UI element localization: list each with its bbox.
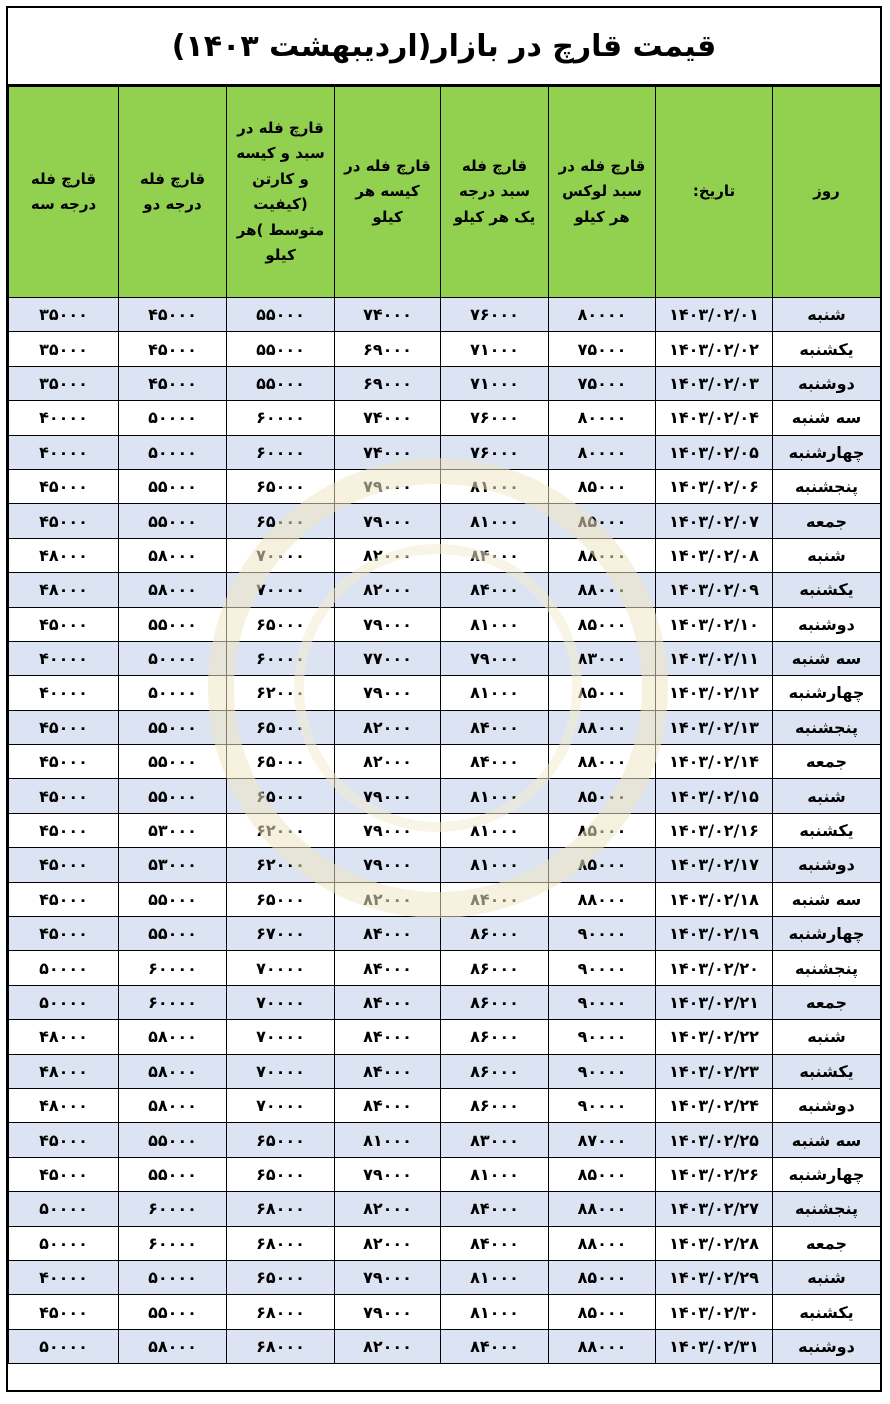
table-row: [9, 951, 881, 985]
header-grade1-basket: قارچ فله سبد درجه یک هر کیلو: [441, 87, 549, 298]
grade3-cell: ۴۸۰۰۰: [9, 538, 119, 572]
grade2-cell: ۵۵۰۰۰: [119, 779, 227, 813]
date-cell: ۱۴۰۳/۰۲/۰۹: [656, 573, 773, 607]
day-cell: یکشنبه: [773, 573, 881, 607]
bag-cell: ۷۴۰۰۰: [335, 298, 441, 332]
price-table-frame: [6, 6, 882, 1392]
medium-quality-cell: ۶۵۰۰۰: [227, 1260, 335, 1294]
bag-cell: ۸۲۰۰۰: [335, 1226, 441, 1260]
grade2-cell: ۵۸۰۰۰: [119, 573, 227, 607]
bag-cell: ۸۲۰۰۰: [335, 745, 441, 779]
grade2-cell: ۵۵۰۰۰: [119, 607, 227, 641]
grade2-cell: ۵۵۰۰۰: [119, 1123, 227, 1157]
lux-basket-cell: ۹۰۰۰۰: [549, 1054, 656, 1088]
table-body: [9, 298, 881, 1364]
grade3-cell: ۴۵۰۰۰: [9, 1157, 119, 1191]
medium-quality-cell: ۶۰۰۰۰: [227, 435, 335, 469]
table-row: [9, 1329, 881, 1363]
date-cell: ۱۴۰۳/۰۲/۰۵: [656, 435, 773, 469]
grade1-basket-cell: ۷۹۰۰۰: [441, 641, 549, 675]
lux-basket-cell: ۷۵۰۰۰: [549, 366, 656, 400]
table-row: [9, 1088, 881, 1122]
medium-quality-cell: ۷۰۰۰۰: [227, 573, 335, 607]
bag-cell: ۷۹۰۰۰: [335, 607, 441, 641]
grade1-basket-cell: ۸۳۰۰۰: [441, 1123, 549, 1157]
grade3-cell: ۴۵۰۰۰: [9, 1295, 119, 1329]
day-cell: سه شنبه: [773, 641, 881, 675]
table-row: [9, 1020, 881, 1054]
grade2-cell: ۶۰۰۰۰: [119, 1226, 227, 1260]
day-cell: دوشنبه: [773, 848, 881, 882]
date-cell: ۱۴۰۳/۰۲/۰۸: [656, 538, 773, 572]
grade1-basket-cell: ۸۱۰۰۰: [441, 779, 549, 813]
header-grade2: قارچ فله درجه دو: [119, 87, 227, 298]
date-cell: ۱۴۰۳/۰۲/۱۰: [656, 607, 773, 641]
grade1-basket-cell: ۸۴۰۰۰: [441, 1192, 549, 1226]
grade1-basket-cell: ۸۱۰۰۰: [441, 1295, 549, 1329]
header-day: روز: [773, 87, 881, 298]
day-cell: سه شنبه: [773, 882, 881, 916]
medium-quality-cell: ۷۰۰۰۰: [227, 985, 335, 1019]
date-cell: ۱۴۰۳/۰۲/۱۳: [656, 710, 773, 744]
grade3-cell: ۵۰۰۰۰: [9, 1192, 119, 1226]
medium-quality-cell: ۶۲۰۰۰: [227, 813, 335, 847]
medium-quality-cell: ۵۵۰۰۰: [227, 298, 335, 332]
bag-cell: ۸۴۰۰۰: [335, 917, 441, 951]
bag-cell: ۷۹۰۰۰: [335, 1260, 441, 1294]
date-cell: ۱۴۰۳/۰۲/۲۸: [656, 1226, 773, 1260]
grade2-cell: ۵۸۰۰۰: [119, 1020, 227, 1054]
table-row: [9, 469, 881, 503]
grade2-cell: ۵۳۰۰۰: [119, 813, 227, 847]
grade3-cell: ۴۵۰۰۰: [9, 1123, 119, 1157]
grade3-cell: ۴۰۰۰۰: [9, 401, 119, 435]
medium-quality-cell: ۶۵۰۰۰: [227, 469, 335, 503]
grade2-cell: ۵۰۰۰۰: [119, 435, 227, 469]
table-row: [9, 538, 881, 572]
table-row: [9, 779, 881, 813]
day-cell: سه شنبه: [773, 401, 881, 435]
grade1-basket-cell: ۸۱۰۰۰: [441, 1157, 549, 1191]
medium-quality-cell: ۶۵۰۰۰: [227, 779, 335, 813]
lux-basket-cell: ۸۸۰۰۰: [549, 573, 656, 607]
bag-cell: ۷۹۰۰۰: [335, 848, 441, 882]
grade1-basket-cell: ۸۴۰۰۰: [441, 1329, 549, 1363]
grade3-cell: ۴۰۰۰۰: [9, 641, 119, 675]
grade2-cell: ۵۰۰۰۰: [119, 676, 227, 710]
bag-cell: ۷۴۰۰۰: [335, 435, 441, 469]
table-row: [9, 1123, 881, 1157]
table-row: [9, 1157, 881, 1191]
grade1-basket-cell: ۸۱۰۰۰: [441, 813, 549, 847]
table-row: [9, 1260, 881, 1294]
table-row: [9, 298, 881, 332]
date-cell: ۱۴۰۳/۰۲/۰۱: [656, 298, 773, 332]
lux-basket-cell: ۸۵۰۰۰: [549, 848, 656, 882]
day-cell: شنبه: [773, 1260, 881, 1294]
day-cell: جمعه: [773, 745, 881, 779]
day-cell: شنبه: [773, 298, 881, 332]
date-cell: ۱۴۰۳/۰۲/۱۷: [656, 848, 773, 882]
lux-basket-cell: ۸۸۰۰۰: [549, 1329, 656, 1363]
grade1-basket-cell: ۸۴۰۰۰: [441, 882, 549, 916]
day-cell: چهارشنبه: [773, 1157, 881, 1191]
medium-quality-cell: ۶۵۰۰۰: [227, 882, 335, 916]
grade1-basket-cell: ۷۶۰۰۰: [441, 435, 549, 469]
grade1-basket-cell: ۸۱۰۰۰: [441, 607, 549, 641]
medium-quality-cell: ۷۰۰۰۰: [227, 951, 335, 985]
grade1-basket-cell: ۸۶۰۰۰: [441, 1054, 549, 1088]
lux-basket-cell: ۸۸۰۰۰: [549, 882, 656, 916]
lux-basket-cell: ۹۰۰۰۰: [549, 985, 656, 1019]
grade2-cell: ۵۵۰۰۰: [119, 469, 227, 503]
day-cell: یکشنبه: [773, 813, 881, 847]
table-row: [9, 1226, 881, 1260]
date-cell: ۱۴۰۳/۰۲/۲۷: [656, 1192, 773, 1226]
header-medium-quality: قارچ فله در سبد و کیسه و کارتن (کیفیت متوسط )هر کیلو: [227, 87, 335, 298]
date-cell: ۱۴۰۳/۰۲/۲۱: [656, 985, 773, 1019]
lux-basket-cell: ۸۸۰۰۰: [549, 538, 656, 572]
lux-basket-cell: ۹۰۰۰۰: [549, 917, 656, 951]
bag-cell: ۶۹۰۰۰: [335, 366, 441, 400]
bag-cell: ۷۹۰۰۰: [335, 504, 441, 538]
bag-cell: ۸۲۰۰۰: [335, 1329, 441, 1363]
grade1-basket-cell: ۸۱۰۰۰: [441, 1260, 549, 1294]
table-row: [9, 676, 881, 710]
medium-quality-cell: ۶۰۰۰۰: [227, 401, 335, 435]
grade1-basket-cell: ۸۶۰۰۰: [441, 1020, 549, 1054]
table-row: [9, 641, 881, 675]
date-cell: ۱۴۰۳/۰۲/۱۹: [656, 917, 773, 951]
grade1-basket-cell: ۸۴۰۰۰: [441, 745, 549, 779]
lux-basket-cell: ۸۵۰۰۰: [549, 813, 656, 847]
medium-quality-cell: ۷۰۰۰۰: [227, 1054, 335, 1088]
grade1-basket-cell: ۸۶۰۰۰: [441, 985, 549, 1019]
date-cell: ۱۴۰۳/۰۲/۰۷: [656, 504, 773, 538]
day-cell: دوشنبه: [773, 607, 881, 641]
table-row: [9, 1192, 881, 1226]
medium-quality-cell: ۶۸۰۰۰: [227, 1226, 335, 1260]
grade3-cell: ۴۵۰۰۰: [9, 469, 119, 503]
day-cell: شنبه: [773, 779, 881, 813]
lux-basket-cell: ۸۵۰۰۰: [549, 676, 656, 710]
lux-basket-cell: ۸۸۰۰۰: [549, 1226, 656, 1260]
header-bag: قارچ فله در کیسه هر کیلو: [335, 87, 441, 298]
bag-cell: ۷۹۰۰۰: [335, 813, 441, 847]
table-row: [9, 917, 881, 951]
grade3-cell: ۵۰۰۰۰: [9, 1329, 119, 1363]
lux-basket-cell: ۸۸۰۰۰: [549, 710, 656, 744]
grade3-cell: ۴۸۰۰۰: [9, 1054, 119, 1088]
lux-basket-cell: ۸۸۰۰۰: [549, 1192, 656, 1226]
grade2-cell: ۵۸۰۰۰: [119, 1054, 227, 1088]
table-row: [9, 332, 881, 366]
header-lux-basket: قارچ فله در سبد لوکس هر کیلو: [549, 87, 656, 298]
bag-cell: ۷۹۰۰۰: [335, 1157, 441, 1191]
grade3-cell: ۴۵۰۰۰: [9, 779, 119, 813]
lux-basket-cell: ۸۵۰۰۰: [549, 469, 656, 503]
table-row: [9, 710, 881, 744]
table-row: [9, 848, 881, 882]
grade1-basket-cell: ۸۶۰۰۰: [441, 1088, 549, 1122]
day-cell: پنجشنبه: [773, 710, 881, 744]
bag-cell: ۸۲۰۰۰: [335, 710, 441, 744]
grade1-basket-cell: ۷۱۰۰۰: [441, 332, 549, 366]
lux-basket-cell: ۸۸۰۰۰: [549, 745, 656, 779]
grade1-basket-cell: ۷۱۰۰۰: [441, 366, 549, 400]
grade3-cell: ۴۰۰۰۰: [9, 1260, 119, 1294]
bag-cell: ۸۴۰۰۰: [335, 1054, 441, 1088]
date-cell: ۱۴۰۳/۰۲/۳۰: [656, 1295, 773, 1329]
grade2-cell: ۶۰۰۰۰: [119, 1192, 227, 1226]
grade1-basket-cell: ۸۴۰۰۰: [441, 1226, 549, 1260]
day-cell: جمعه: [773, 504, 881, 538]
grade2-cell: ۵۵۰۰۰: [119, 1295, 227, 1329]
lux-basket-cell: ۹۰۰۰۰: [549, 1088, 656, 1122]
day-cell: یکشنبه: [773, 332, 881, 366]
medium-quality-cell: ۶۸۰۰۰: [227, 1192, 335, 1226]
date-cell: ۱۴۰۳/۰۲/۱۲: [656, 676, 773, 710]
day-cell: شنبه: [773, 1020, 881, 1054]
grade3-cell: ۵۰۰۰۰: [9, 1226, 119, 1260]
header-row: [9, 87, 881, 298]
lux-basket-cell: ۸۵۰۰۰: [549, 607, 656, 641]
grade2-cell: ۵۵۰۰۰: [119, 745, 227, 779]
grade3-cell: ۴۵۰۰۰: [9, 917, 119, 951]
table-row: [9, 745, 881, 779]
grade2-cell: ۵۸۰۰۰: [119, 538, 227, 572]
bag-cell: ۷۹۰۰۰: [335, 469, 441, 503]
grade3-cell: ۴۵۰۰۰: [9, 504, 119, 538]
day-cell: جمعه: [773, 1226, 881, 1260]
date-cell: ۱۴۰۳/۰۲/۰۲: [656, 332, 773, 366]
grade2-cell: ۵۰۰۰۰: [119, 641, 227, 675]
date-cell: ۱۴۰۳/۰۲/۲۹: [656, 1260, 773, 1294]
day-cell: پنجشنبه: [773, 1192, 881, 1226]
bag-cell: ۸۲۰۰۰: [335, 538, 441, 572]
grade3-cell: ۵۰۰۰۰: [9, 985, 119, 1019]
date-cell: ۱۴۰۳/۰۲/۰۴: [656, 401, 773, 435]
grade2-cell: ۵۰۰۰۰: [119, 401, 227, 435]
page-title: قیمت قارچ در بازار(اردیبهشت ۱۴۰۳): [8, 8, 880, 86]
bag-cell: ۷۷۰۰۰: [335, 641, 441, 675]
medium-quality-cell: ۷۰۰۰۰: [227, 1020, 335, 1054]
medium-quality-cell: ۶۷۰۰۰: [227, 917, 335, 951]
date-cell: ۱۴۰۳/۰۲/۲۵: [656, 1123, 773, 1157]
date-cell: ۱۴۰۳/۰۲/۲۳: [656, 1054, 773, 1088]
day-cell: شنبه: [773, 538, 881, 572]
grade1-basket-cell: ۸۱۰۰۰: [441, 469, 549, 503]
grade1-basket-cell: ۸۱۰۰۰: [441, 848, 549, 882]
grade2-cell: ۵۵۰۰۰: [119, 710, 227, 744]
grade3-cell: ۴۵۰۰۰: [9, 745, 119, 779]
bag-cell: ۸۴۰۰۰: [335, 951, 441, 985]
grade1-basket-cell: ۸۶۰۰۰: [441, 951, 549, 985]
lux-basket-cell: ۸۵۰۰۰: [549, 1295, 656, 1329]
grade3-cell: ۳۵۰۰۰: [9, 298, 119, 332]
grade2-cell: ۵۰۰۰۰: [119, 1260, 227, 1294]
bag-cell: ۸۱۰۰۰: [335, 1123, 441, 1157]
day-cell: چهارشنبه: [773, 676, 881, 710]
table-row: [9, 504, 881, 538]
day-cell: پنجشنبه: [773, 951, 881, 985]
grade1-basket-cell: ۸۴۰۰۰: [441, 538, 549, 572]
lux-basket-cell: ۸۳۰۰۰: [549, 641, 656, 675]
bag-cell: ۷۹۰۰۰: [335, 779, 441, 813]
medium-quality-cell: ۷۰۰۰۰: [227, 1088, 335, 1122]
lux-basket-cell: ۸۰۰۰۰: [549, 401, 656, 435]
grade2-cell: ۵۳۰۰۰: [119, 848, 227, 882]
day-cell: دوشنبه: [773, 366, 881, 400]
medium-quality-cell: ۶۲۰۰۰: [227, 848, 335, 882]
date-cell: ۱۴۰۳/۰۲/۰۳: [656, 366, 773, 400]
grade1-basket-cell: ۸۶۰۰۰: [441, 917, 549, 951]
table-row: [9, 813, 881, 847]
grade3-cell: ۴۰۰۰۰: [9, 676, 119, 710]
table-row: [9, 1054, 881, 1088]
grade3-cell: ۳۵۰۰۰: [9, 366, 119, 400]
grade2-cell: ۴۵۰۰۰: [119, 298, 227, 332]
medium-quality-cell: ۶۵۰۰۰: [227, 607, 335, 641]
date-cell: ۱۴۰۳/۰۲/۲۲: [656, 1020, 773, 1054]
grade3-cell: ۴۵۰۰۰: [9, 882, 119, 916]
medium-quality-cell: ۶۲۰۰۰: [227, 676, 335, 710]
day-cell: دوشنبه: [773, 1329, 881, 1363]
day-cell: چهارشنبه: [773, 435, 881, 469]
grade1-basket-cell: ۸۴۰۰۰: [441, 573, 549, 607]
grade2-cell: ۶۰۰۰۰: [119, 985, 227, 1019]
price-table: [8, 86, 881, 1364]
grade1-basket-cell: ۸۱۰۰۰: [441, 676, 549, 710]
grade2-cell: ۵۵۰۰۰: [119, 504, 227, 538]
bag-cell: ۶۹۰۰۰: [335, 332, 441, 366]
table-row: [9, 435, 881, 469]
day-cell: جمعه: [773, 985, 881, 1019]
medium-quality-cell: ۶۵۰۰۰: [227, 1157, 335, 1191]
grade1-basket-cell: ۸۱۰۰۰: [441, 504, 549, 538]
grade1-basket-cell: ۸۴۰۰۰: [441, 710, 549, 744]
lux-basket-cell: ۸۰۰۰۰: [549, 298, 656, 332]
table-row: [9, 573, 881, 607]
grade3-cell: ۵۰۰۰۰: [9, 951, 119, 985]
lux-basket-cell: ۸۵۰۰۰: [549, 504, 656, 538]
medium-quality-cell: ۶۸۰۰۰: [227, 1295, 335, 1329]
medium-quality-cell: ۶۸۰۰۰: [227, 1329, 335, 1363]
table-row: [9, 882, 881, 916]
bag-cell: ۸۲۰۰۰: [335, 573, 441, 607]
bag-cell: ۸۴۰۰۰: [335, 985, 441, 1019]
medium-quality-cell: ۵۵۰۰۰: [227, 366, 335, 400]
date-cell: ۱۴۰۳/۰۲/۰۶: [656, 469, 773, 503]
bag-cell: ۸۲۰۰۰: [335, 882, 441, 916]
grade2-cell: ۴۵۰۰۰: [119, 332, 227, 366]
grade2-cell: ۵۵۰۰۰: [119, 917, 227, 951]
bag-cell: ۸۴۰۰۰: [335, 1088, 441, 1122]
date-cell: ۱۴۰۳/۰۲/۱۶: [656, 813, 773, 847]
day-cell: سه شنبه: [773, 1123, 881, 1157]
bag-cell: ۷۴۰۰۰: [335, 401, 441, 435]
medium-quality-cell: ۶۵۰۰۰: [227, 1123, 335, 1157]
grade2-cell: ۵۵۰۰۰: [119, 1157, 227, 1191]
grade3-cell: ۴۵۰۰۰: [9, 813, 119, 847]
table-row: [9, 607, 881, 641]
grade3-cell: ۴۸۰۰۰: [9, 573, 119, 607]
grade2-cell: ۶۰۰۰۰: [119, 951, 227, 985]
day-cell: چهارشنبه: [773, 917, 881, 951]
medium-quality-cell: ۶۰۰۰۰: [227, 641, 335, 675]
grade3-cell: ۴۸۰۰۰: [9, 1088, 119, 1122]
lux-basket-cell: ۹۰۰۰۰: [549, 1020, 656, 1054]
date-cell: ۱۴۰۳/۰۲/۲۴: [656, 1088, 773, 1122]
grade2-cell: ۵۵۰۰۰: [119, 882, 227, 916]
day-cell: دوشنبه: [773, 1088, 881, 1122]
header-grade3: قارچ فله درجه سه: [9, 87, 119, 298]
table-row: [9, 401, 881, 435]
bag-cell: ۷۹۰۰۰: [335, 676, 441, 710]
date-cell: ۱۴۰۳/۰۲/۱۱: [656, 641, 773, 675]
lux-basket-cell: ۸۰۰۰۰: [549, 435, 656, 469]
lux-basket-cell: ۸۷۰۰۰: [549, 1123, 656, 1157]
medium-quality-cell: ۵۵۰۰۰: [227, 332, 335, 366]
bag-cell: ۸۴۰۰۰: [335, 1020, 441, 1054]
lux-basket-cell: ۸۵۰۰۰: [549, 779, 656, 813]
table-row: [9, 985, 881, 1019]
header-date: تاریخ:: [656, 87, 773, 298]
bag-cell: ۷۹۰۰۰: [335, 1295, 441, 1329]
date-cell: ۱۴۰۳/۰۲/۱۸: [656, 882, 773, 916]
grade3-cell: ۴۵۰۰۰: [9, 848, 119, 882]
date-cell: ۱۴۰۳/۰۲/۲۶: [656, 1157, 773, 1191]
medium-quality-cell: ۶۵۰۰۰: [227, 504, 335, 538]
grade2-cell: ۵۸۰۰۰: [119, 1088, 227, 1122]
table-row: [9, 366, 881, 400]
medium-quality-cell: ۷۰۰۰۰: [227, 538, 335, 572]
table-row: [9, 1295, 881, 1329]
date-cell: ۱۴۰۳/۰۲/۱۴: [656, 745, 773, 779]
lux-basket-cell: ۸۵۰۰۰: [549, 1157, 656, 1191]
grade3-cell: ۴۰۰۰۰: [9, 435, 119, 469]
grade2-cell: ۵۸۰۰۰: [119, 1329, 227, 1363]
grade1-basket-cell: ۷۶۰۰۰: [441, 401, 549, 435]
grade3-cell: ۳۵۰۰۰: [9, 332, 119, 366]
date-cell: ۱۴۰۳/۰۲/۳۱: [656, 1329, 773, 1363]
grade3-cell: ۴۸۰۰۰: [9, 1020, 119, 1054]
grade1-basket-cell: ۷۶۰۰۰: [441, 298, 549, 332]
lux-basket-cell: ۹۰۰۰۰: [549, 951, 656, 985]
date-cell: ۱۴۰۳/۰۲/۱۵: [656, 779, 773, 813]
grade3-cell: ۴۵۰۰۰: [9, 607, 119, 641]
lux-basket-cell: ۸۵۰۰۰: [549, 1260, 656, 1294]
bag-cell: ۸۲۰۰۰: [335, 1192, 441, 1226]
lux-basket-cell: ۷۵۰۰۰: [549, 332, 656, 366]
medium-quality-cell: ۶۵۰۰۰: [227, 745, 335, 779]
grade2-cell: ۴۵۰۰۰: [119, 366, 227, 400]
day-cell: یکشنبه: [773, 1054, 881, 1088]
date-cell: ۱۴۰۳/۰۲/۲۰: [656, 951, 773, 985]
grade3-cell: ۴۵۰۰۰: [9, 710, 119, 744]
day-cell: پنجشنبه: [773, 469, 881, 503]
day-cell: یکشنبه: [773, 1295, 881, 1329]
medium-quality-cell: ۶۵۰۰۰: [227, 710, 335, 744]
